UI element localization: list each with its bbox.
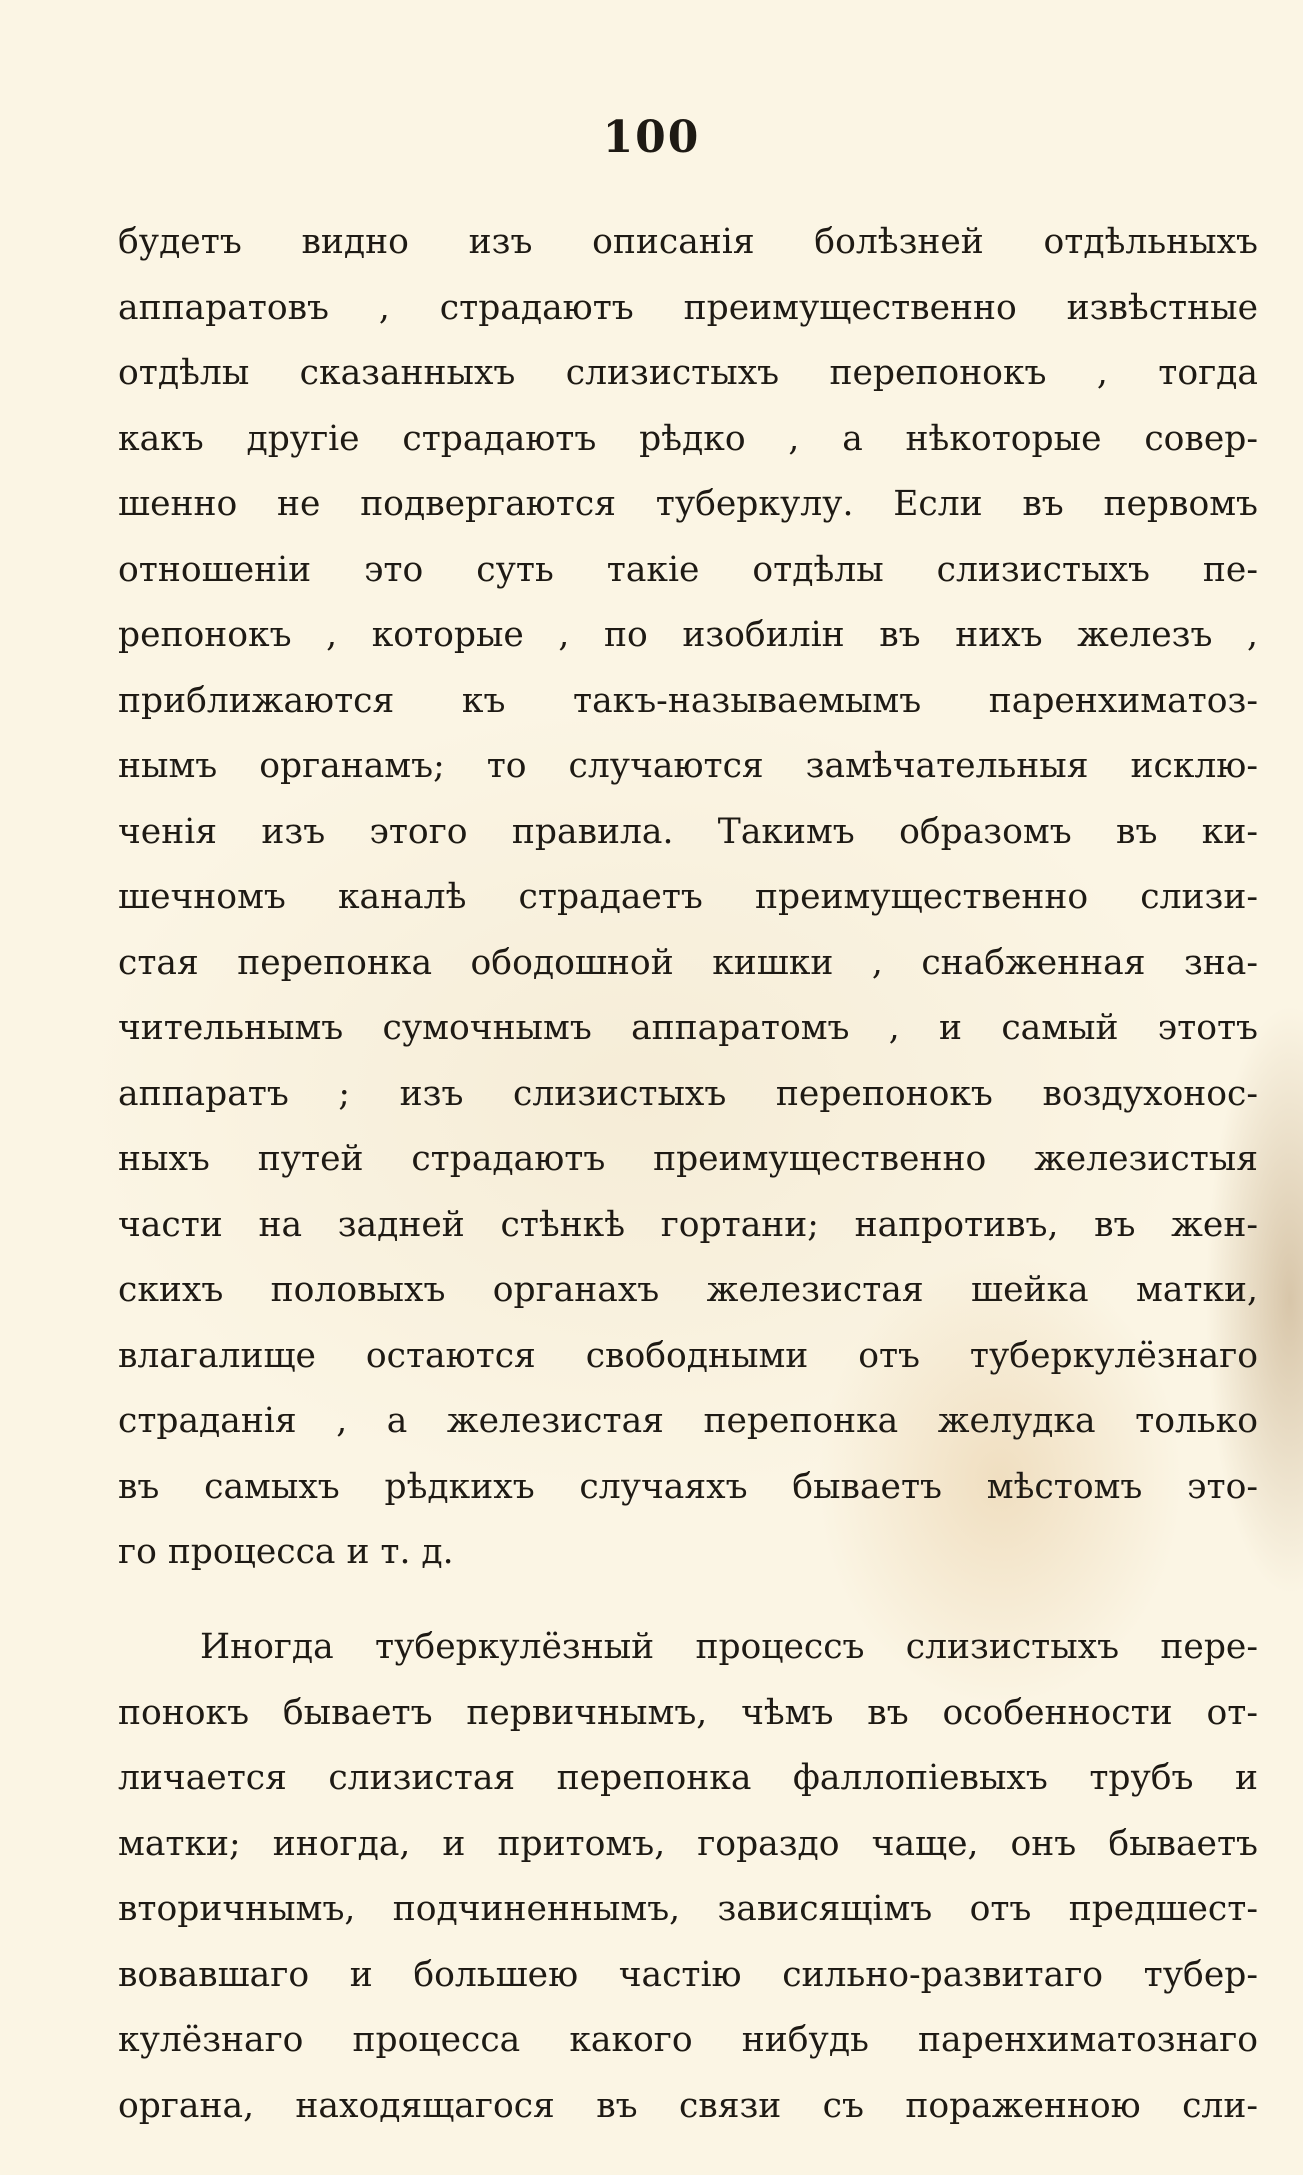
page-number: 100 [602, 112, 701, 163]
text-line: отношеніи это суть такіе отдѣлы слизистыхъ пе- [118, 549, 1258, 590]
text-line: аппаратовъ , страдаютъ преимущественно извѣстные [118, 287, 1258, 328]
text-line: скихъ половыхъ органахъ железистая шейка матки, [118, 1270, 1258, 1310]
text-line: въ самыхъ рѣдкихъ случаяхъ бываетъ мѣстомъ это- [118, 1466, 1258, 1507]
text-line: шечномъ каналѣ страдаетъ преимущественно слизи- [118, 877, 1258, 917]
text-line: чительнымъ сумочнымъ аппаратомъ , и самый этотъ [118, 1008, 1258, 1048]
text-line: влагалище остаются свободными отъ туберкулёзнаго [118, 1335, 1258, 1376]
text-line: ченія изъ этого правила. Такимъ образомъ въ ки- [118, 811, 1258, 852]
text-line: шенно не подвергаются туберкулу. Если въ первомъ [118, 484, 1258, 524]
paragraph-2 [118, 1615, 1258, 2139]
text-line: аппаратъ ; изъ слизистыхъ перепонокъ воздухонос- [118, 1073, 1258, 1114]
text-line: матки; иногда, и притомъ, гораздо чаще, онъ бываетъ [118, 1823, 1258, 1864]
text-line: какъ другіе страдаютъ рѣдко , а нѣкоторые совер- [118, 418, 1258, 459]
text-line: вторичнымъ, подчиненнымъ, зависящімъ отъ предшест- [118, 1889, 1258, 1929]
text-line: Иногда туберкулёзный процессъ слизистыхъ пере- [200, 1627, 1258, 1667]
text-line: нымъ органамъ; то случаются замѣчательныя исклю- [118, 746, 1258, 786]
text-line: кулёзнаго процесса какого нибудь паренхиматознаго [118, 2020, 1258, 2060]
text-line: репонокъ , которые , по изобилін въ нихъ железъ , [118, 615, 1258, 655]
text-line: отдѣлы сказанныхъ слизистыхъ перепонокъ , тогда [118, 353, 1258, 393]
text-line: понокъ бываетъ первичнымъ, чѣмъ въ особенности от- [118, 1692, 1258, 1733]
text-line: вовавшаго и большею частію сильно-развитаго тубер- [118, 1954, 1258, 1995]
text-line: страданія , а железистая перепонка желудка только [118, 1401, 1258, 1441]
text-line: личается слизистая перепонка фаллопіевыхъ трубъ и [118, 1758, 1258, 1798]
text-line: части на задней стѣнкѣ гортани; напротивъ, въ жен- [118, 1204, 1258, 1245]
text-line: приближаются къ такъ-называемымъ паренхиматоз- [118, 680, 1258, 721]
text-line: го процесса и т. д. [118, 1532, 454, 1572]
text-line: стая перепонка ободошной кишки , снабженная зна- [118, 942, 1258, 983]
text-line: будетъ видно изъ описанія болѣзней отдѣльныхъ [118, 222, 1258, 262]
text-line: органа, находящагося въ связи съ пораженною сли- [118, 2085, 1258, 2126]
paragraph-1 [118, 210, 1258, 1586]
text-line: ныхъ путей страдаютъ преимущественно железистыя [118, 1139, 1258, 1179]
